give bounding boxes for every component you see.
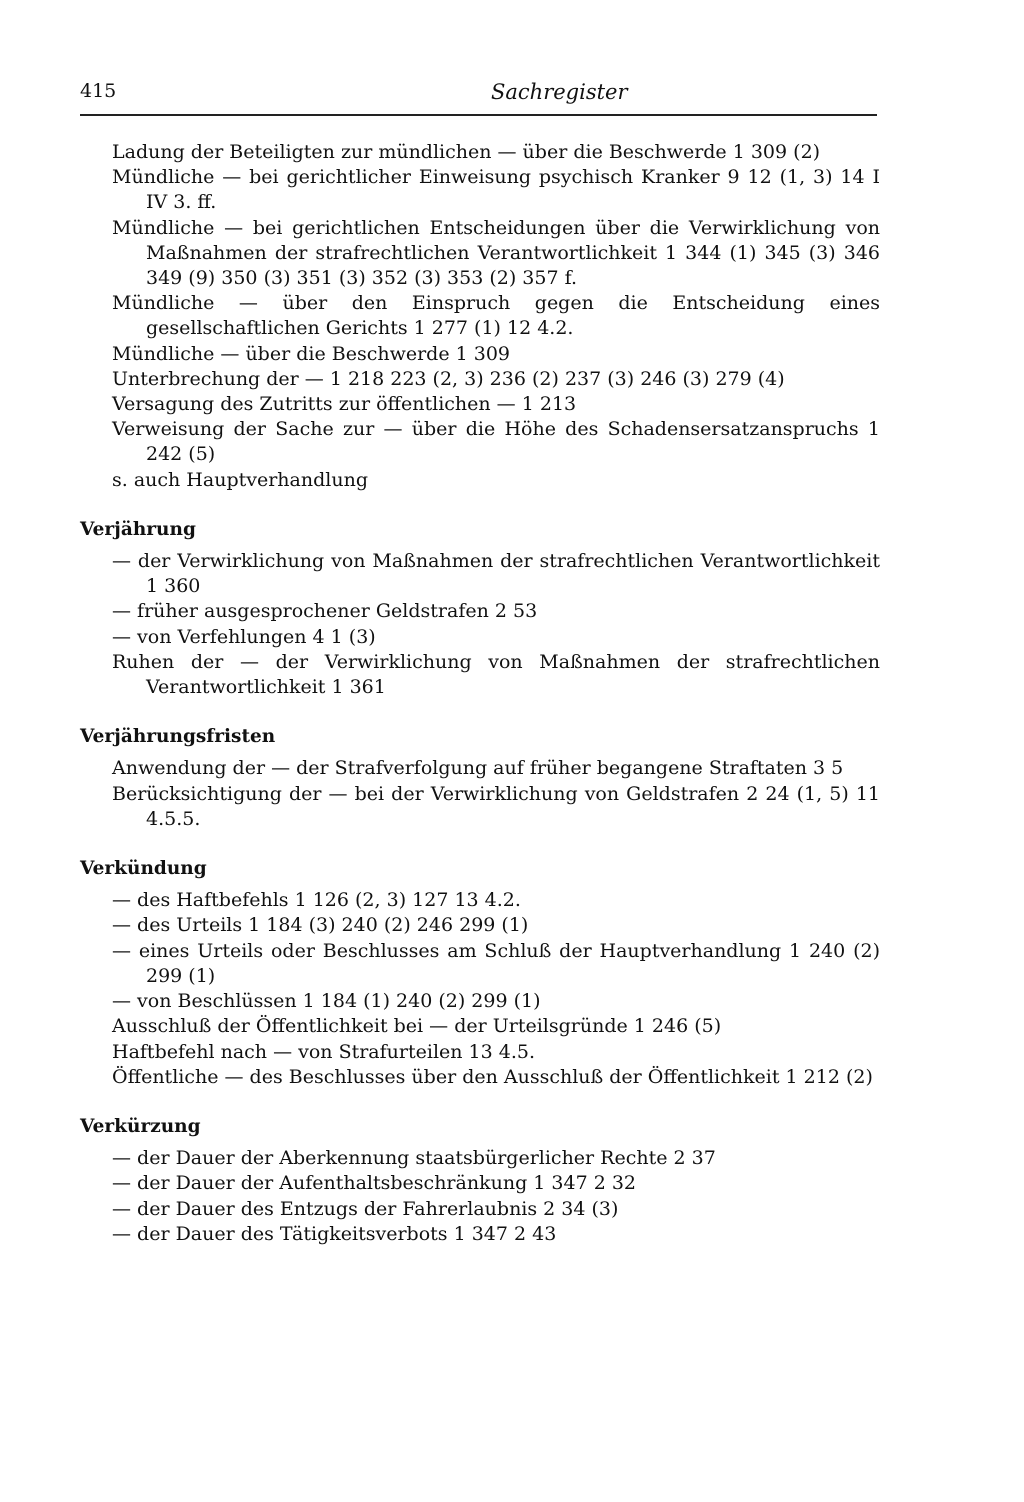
index-content [80, 140, 880, 1247]
index-entry: Mündliche — über den Einspruch gegen die Entscheidung eines gesellschaftlichen Gerichts 1 277 (1) 12 4.2. [112, 292, 880, 340]
index-entry: Mündliche — über die Beschwerde 1 309 [112, 342, 510, 365]
page-number: 415 [80, 80, 117, 102]
section-verjaehrung [80, 517, 880, 700]
index-entry: — der Dauer des Tätigkeitsverbots 1 347 2 43 [112, 1222, 557, 1245]
index-entry: — von Verfehlungen 4 1 (3) [112, 625, 376, 648]
running-title: Sachregister [491, 80, 628, 104]
entry-block-ladung [80, 140, 880, 493]
index-entry: — eines Urteils oder Beschlusses am Schluß der Hauptverhandlung 1 240 (2) 299 (1) [112, 939, 880, 987]
index-entry: Versagung des Zutritts zur öffentlichen — 1 213 [112, 393, 577, 416]
index-entry: Ladung der Beteiligten zur mündlichen — über die Beschwerde 1 309 (2) [112, 141, 821, 163]
section-verkuendung [80, 856, 880, 1090]
index-entry: Öffentliche — des Beschlusses über den Ausschluß der Öffentlichkeit 1 212 (2) [112, 1065, 873, 1088]
index-entry: Mündliche — bei gerichtlichen Entscheidungen über die Verwirklichung von Maßnahmen der strafrechtlichen Verantwortlichkeit 1 344 (1) 345 (3) 346 349 (9) 350 (3) 351 (3) 352 (3) 353 (2) 357 f. [112, 216, 880, 290]
index-entry: Ausschluß der Öffentlichkeit bei — der Urteilsgründe 1 246 (5) [112, 1015, 722, 1038]
section-heading: Verkündung [80, 858, 207, 880]
index-entry: Unterbrechung der — 1 218 223 (2, 3) 236 (2) 237 (3) 246 (3) 279 (4) [112, 367, 785, 390]
index-entry: — der Dauer des Entzugs der Fahrerlaubnis 2 34 (3) [112, 1197, 619, 1220]
section-heading: Verkürzung [80, 1115, 201, 1137]
index-entry: Mündliche — bei gerichtlicher Einweisung psychisch Kranker 9 12 (1, 3) 14 I IV 3. ff. [112, 166, 880, 214]
index-entry: Verweisung der Sache zur — über die Höhe des Schadensersatzanspruchs 1 242 (5) [112, 418, 880, 466]
index-entry: — des Haftbefehls 1 126 (2, 3) 127 13 4.2. [112, 889, 521, 912]
index-entry: — des Urteils 1 184 (3) 240 (2) 246 299 (1) [112, 914, 529, 937]
page-header [80, 74, 877, 116]
section-verjaehrungsfristen [80, 724, 880, 832]
index-entry: — der Dauer der Aufenthaltsbeschränkung 1 347 2 32 [112, 1172, 637, 1195]
index-entry: — der Dauer der Aberkennung staatsbürgerlicher Rechte 2 37 [112, 1147, 716, 1170]
index-entry: — der Verwirklichung von Maßnahmen der strafrechtlichen Verantwortlichkeit 1 360 [112, 550, 880, 598]
index-entry: — von Beschlüssen 1 184 (1) 240 (2) 299 (1) [112, 990, 541, 1013]
section-heading: Verjährungsfristen [80, 726, 276, 748]
section-verkuerzung [80, 1114, 880, 1247]
index-entry: Haftbefehl nach — von Strafurteilen 13 4.5. [112, 1040, 536, 1063]
section-heading: Verjährung [80, 518, 196, 540]
index-entry: Ruhen der — der Verwirklichung von Maßnahmen der strafrechtlichen Verantwortlichkeit 1 361 [112, 650, 880, 699]
index-entry: Berücksichtigung der — bei der Verwirklichung von Geldstrafen 2 24 (1, 5) 11 4.5.5. [112, 782, 880, 830]
index-entry: s. auch Hauptverhandlung [112, 468, 368, 491]
index-entry: — früher ausgesprochener Geldstrafen 2 53 [112, 600, 538, 623]
index-entry: Anwendung der — der Strafverfolgung auf früher begangene Straftaten 3 5 [112, 757, 844, 780]
